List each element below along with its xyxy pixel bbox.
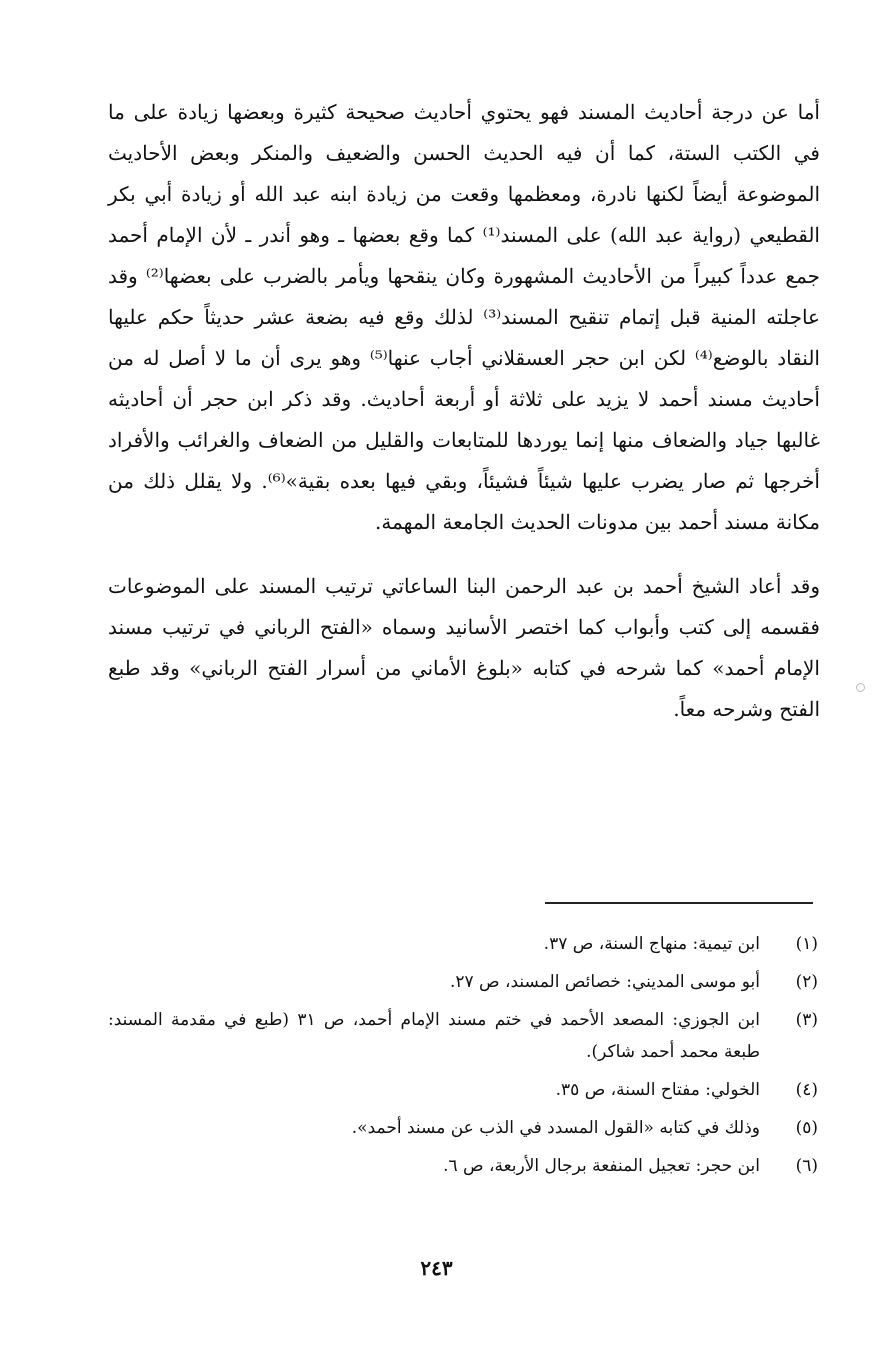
main-text [108,92,820,730]
footnote-number: (١) [795,934,818,954]
footnote-1 [108,928,818,960]
footnote-6 [108,1150,818,1182]
footnote-divider [545,902,813,904]
footnote-number: (٣) [795,1010,818,1030]
footnote-4 [108,1074,818,1106]
footnotes [108,928,818,1188]
footnote-5 [108,1112,818,1144]
footnote-number: (٤) [795,1080,818,1100]
footnote-text: الخولي: مفتاح السنة، ص ٣٥. [555,1080,760,1100]
footnote-text: أبو موسى المديني: خصائص المسند، ص ٢٧. [449,972,760,992]
page-number: ٢٤٣ [420,1256,453,1280]
footnote-number: (٥) [795,1118,818,1138]
footnote-3 [108,1004,818,1068]
page-edge-mark [856,683,865,692]
body-paragraph-2: وقد أعاد الشيخ أحمد بن عبد الرحمن البنا الساعاتي ترتيب المسند على الموضوعات فقسمه إلى كتب وأبواب كما اختصر الأسانيد وسماه «الفتح الرباني في ترتيب مسند الإمام أحمد» كما شرحه في كتابه «بلوغ الأماني من أسرار الفتح الرباني» وقد طبع الفتح وشرحه معاً. [108,574,820,721]
footnote-text: وذلك في كتابه «القول المسدد في الذب عن مسند أحمد». [351,1118,760,1138]
footnote-number: (٦) [795,1156,818,1176]
footnote-text: ابن الجوزي: المصعد الأحمد في ختم مسند الإمام أحمد، ص ٣١ (طبع في مقدمة المسند: طبعة محمد أحمد شاكر). [108,1010,761,1062]
body-paragraph-1: أما عن درجة أحاديث المسند فهو يحتوي أحاديث صحيحة كثيرة وبعضها زيادة على ما في الكتب الستة، كما أن فيه الحديث الحسن والضعيف والمنكر وبعض الأحاديث الموضوعة أيضاً لكنها نادرة، ومعظمها وقعت من زيادة ابنه عبد الله أو زيادة أبي بكر القطيعي (رواية عبد الله) على المسند⁽¹⁾ كما وقع بعضها ـ وهو أندر ـ لأن الإمام أحمد جمع عدداً كبيراً من الأحاديث المشهورة وكان ينقحها ويأمر بالضرب على بعضها⁽²⁾ وقد عاجلته المنية قبل إتمام تنقيح المسند⁽³⁾ لذلك وقع فيه بضعة عشر حديثاً حكم عليها النقاد بالوضع⁽⁴⁾ لكن ابن حجر العسقلاني أجاب عنها⁽⁵⁾ وهو يرى أن ما لا أصل له من أحاديث مسند أحمد لا يزيد على ثلاثة أو أربعة أحاديث. وقد ذكر ابن حجر أن أحاديثه غالبها جياد والضعاف منها إنما يوردها للمتابعات والقليل من الضعاف والغرائب والأفراد أخرجها ثم صار يضرب عليها شيئاً فشيئاً، وبقي فيها بعده بقية»⁽⁶⁾. ولا يقلل ذلك من مكانة مسند أحمد بين مدونات الحديث الجامعة المهمة. [108,100,820,534]
footnote-2 [108,966,818,998]
footnote-text: ابن تيمية: منهاج السنة، ص ٣٧. [543,934,760,954]
footnote-number: (٢) [795,972,818,992]
footnote-text: ابن حجر: تعجيل المنفعة برجال الأربعة، ص ٦. [443,1156,760,1176]
